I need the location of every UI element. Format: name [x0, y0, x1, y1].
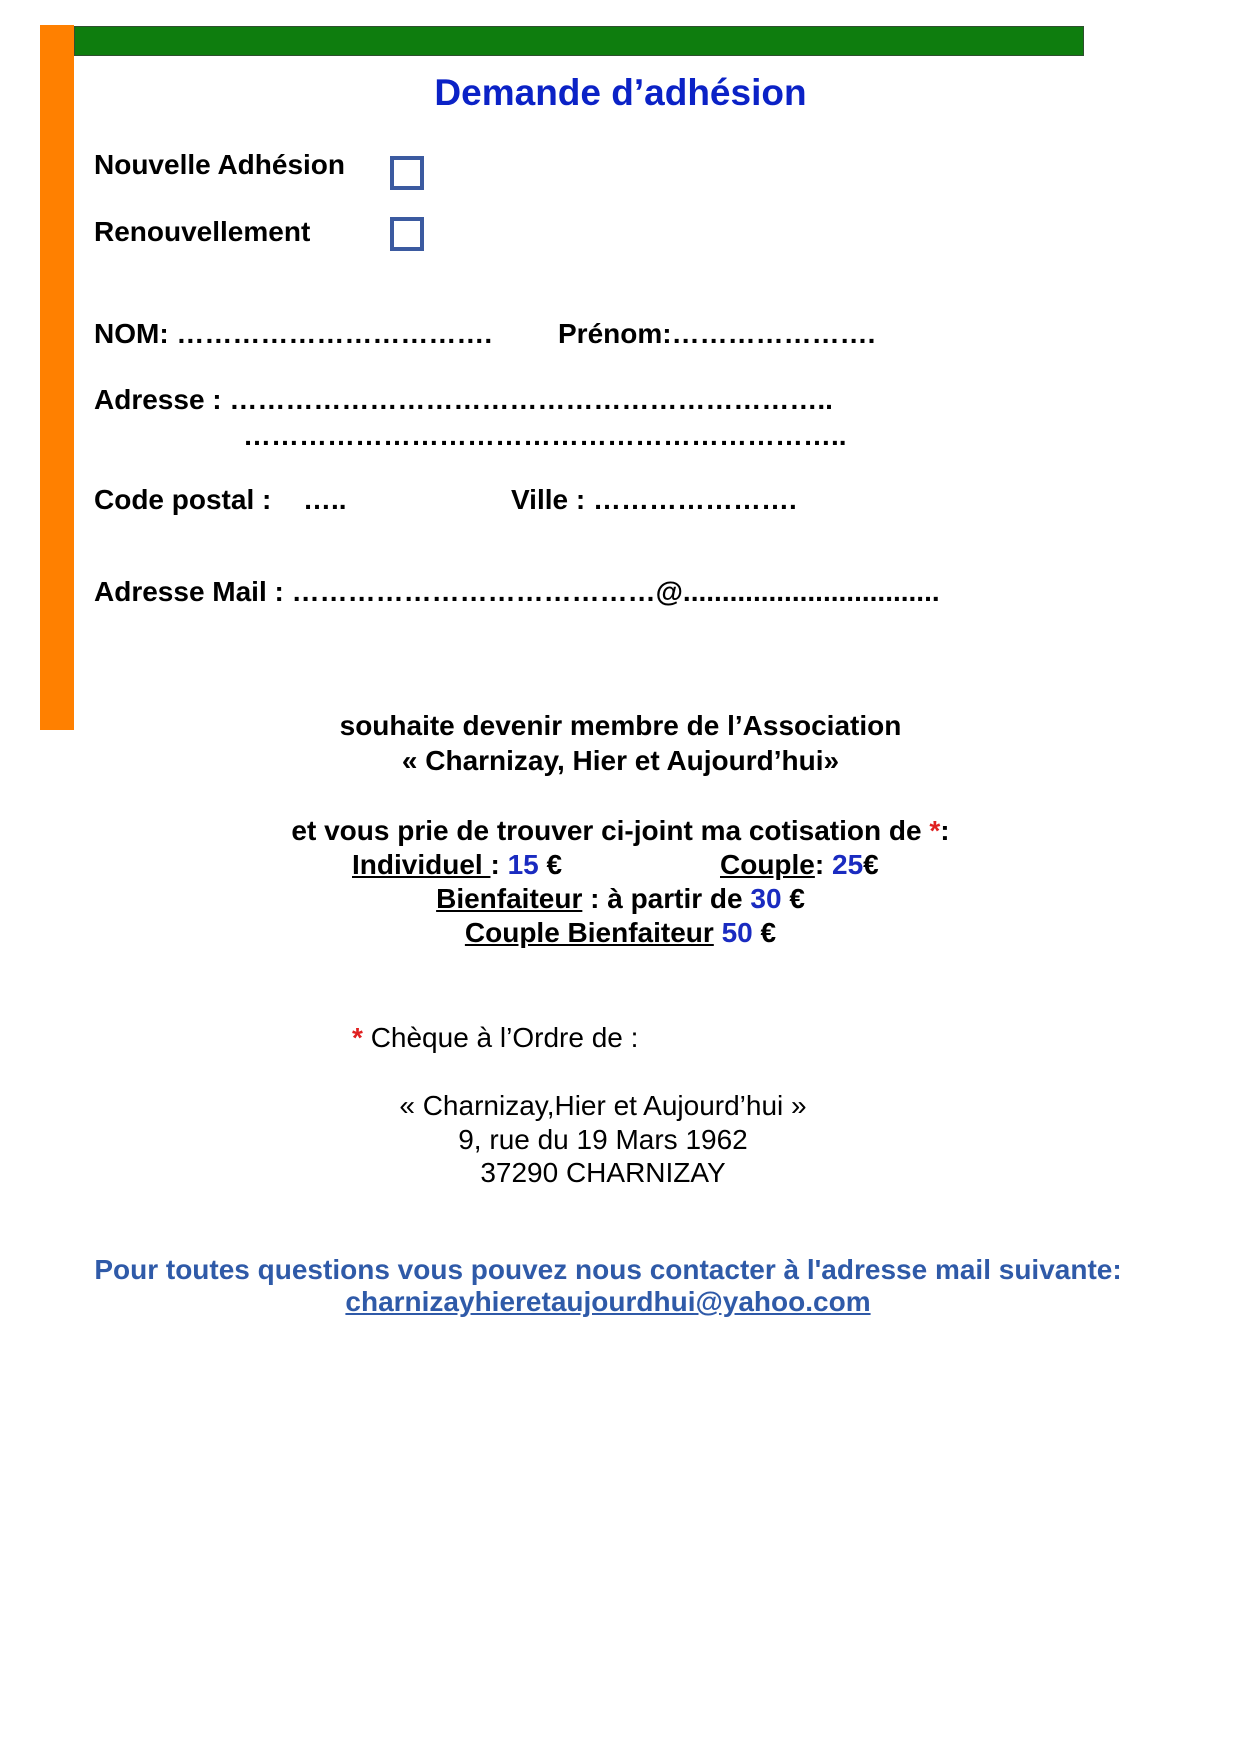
asterisk-mark: *: [929, 815, 941, 846]
city-field[interactable]: Ville : ………………….: [511, 484, 797, 515]
cotisation-line: [0, 815, 1241, 847]
address-field-line1[interactable]: Adresse : ………………………………………………………..: [94, 384, 833, 415]
asterisk-mark: *: [352, 1022, 363, 1053]
membership-statement: souhaite devenir membre de l’Association: [339, 710, 902, 741]
renewal-checkbox[interactable]: [390, 217, 424, 251]
individuel-sep: :: [490, 849, 508, 880]
renewal-label: Renouvellement: [94, 216, 311, 247]
prenom-field[interactable]: Prénom:………………….: [558, 318, 876, 349]
postal-code-label: Code postal :: [94, 484, 272, 515]
euro-sign: €: [863, 849, 879, 880]
cheque-city: 37290 CHARNIZAY: [480, 1157, 726, 1188]
cheque-payee: « Charnizay,Hier et Aujourd’hui »: [399, 1090, 807, 1121]
new-membership-checkbox[interactable]: [390, 156, 424, 190]
bienfaiteur-label: Bienfaiteur: [436, 883, 583, 914]
bienfaiteur-text: : à partir de: [582, 883, 751, 914]
couple-bienfaiteur-value: 50: [721, 917, 753, 948]
tarif-couple: [720, 849, 879, 881]
postal-code-field[interactable]: …..: [303, 484, 347, 515]
cotisation-text: et vous prie de trouver ci-joint ma cotisation de: [291, 815, 930, 846]
individuel-value: 15: [507, 849, 539, 880]
euro-sign: €: [760, 917, 777, 948]
couple-value: 25: [832, 849, 864, 880]
contact-email-link[interactable]: charnizayhieretaujourdhui@yahoo.com: [345, 1286, 871, 1317]
cheque-order: [352, 1022, 638, 1054]
euro-sign: €: [789, 883, 805, 914]
page-title: Demande d’adhésion: [434, 72, 807, 113]
email-field[interactable]: Adresse Mail : …………………………………@.................................: [94, 576, 940, 607]
new-membership-label: Nouvelle Adhésion: [94, 149, 346, 180]
couple-bienfaiteur-label: Couple Bienfaiteur: [464, 917, 714, 948]
contact-email-line: [0, 1286, 1216, 1318]
couple-label: Couple: [720, 849, 815, 880]
cheque-label: Chèque à l’Ordre de :: [370, 1022, 639, 1053]
bienfaiteur-value: 30: [750, 883, 782, 914]
individuel-label: Individuel: [352, 849, 491, 880]
tarif-couple-bienfaiteur: [0, 917, 1241, 949]
cheque-street: 9, rue du 19 Mars 1962: [458, 1124, 748, 1155]
nom-field[interactable]: NOM: …………………………….: [94, 318, 493, 349]
orange-side-bar: [40, 25, 74, 730]
tarif-individuel: [352, 849, 562, 881]
address-field-line2[interactable]: ………………………………………………………..: [243, 420, 847, 451]
association-name: « Charnizay, Hier et Aujourd’hui»: [401, 745, 840, 776]
green-top-bar: [74, 26, 1084, 56]
tarif-bienfaiteur: [0, 883, 1241, 915]
cotisation-colon: :: [940, 815, 950, 846]
euro-sign: €: [546, 849, 563, 880]
contact-text: Pour toutes questions vous pouvez nous contacter à l'adresse mail suivante:: [94, 1254, 1122, 1285]
couple-sep: :: [814, 849, 832, 880]
